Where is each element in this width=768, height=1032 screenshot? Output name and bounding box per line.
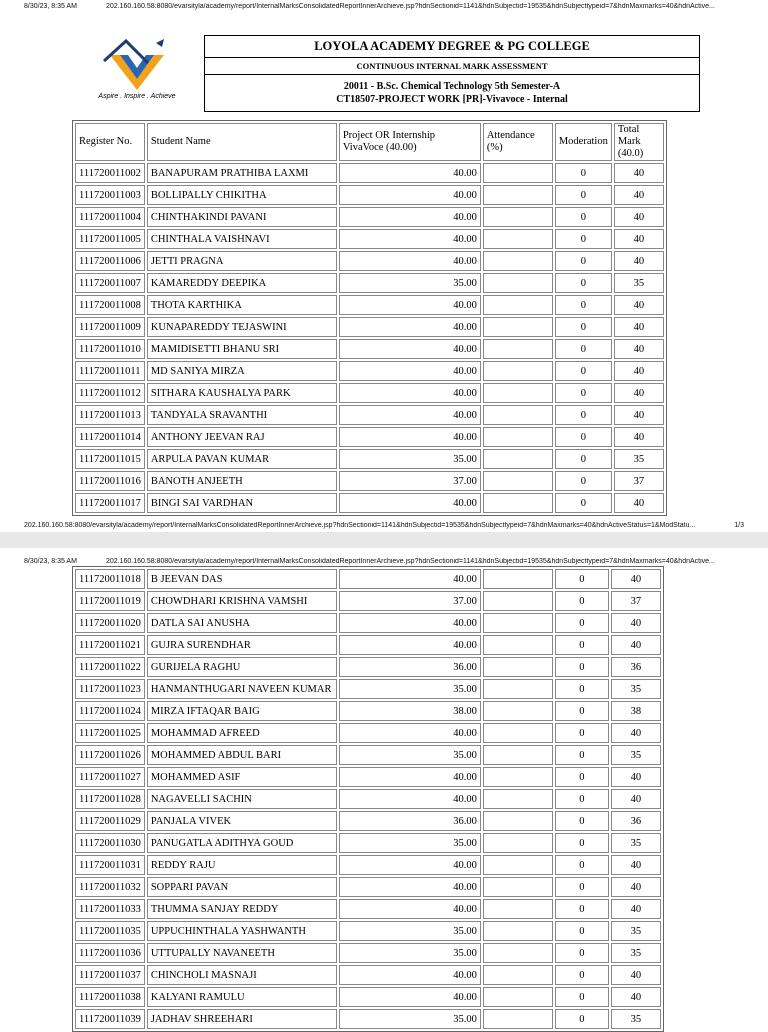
table-row xyxy=(75,657,661,677)
student-name-cell: BOLLIPALLY CHIKITHA xyxy=(147,185,337,205)
attendance-cell xyxy=(483,317,553,337)
attendance-cell xyxy=(483,789,553,809)
print-url-page-2[interactable]: 202.160.160.58:8080/evarsityla/academy/report/InternalMarksConsolidatedReportInnerArchieve.jsp?hdnSectionid=1141&hdnSubjectid=19535&hdnSubjecttypeid=7&hdnMaxmarks=40&hdnActive... xyxy=(106,558,715,565)
register-no-cell: 111720011025 xyxy=(75,723,145,743)
vivavoce-mark-cell: 40.00 xyxy=(339,789,481,809)
student-name-cell: JADHAV SHREEHARI xyxy=(147,1009,337,1029)
student-name-cell: CHINTHAKINDI PAVANI xyxy=(147,207,337,227)
attendance-cell xyxy=(483,185,553,205)
student-name-cell: MIRZA IFTAQAR BAIG xyxy=(147,701,337,721)
register-no-cell: 111720011033 xyxy=(75,899,145,919)
print-timestamp: 8/30/23, 8:35 AM xyxy=(24,3,77,10)
table-row xyxy=(75,1009,661,1029)
moderation-cell: 0 xyxy=(555,701,609,721)
total-mark-cell: 40 xyxy=(611,723,661,743)
table-row xyxy=(75,295,664,315)
marks-table-body-page-1 xyxy=(75,163,664,513)
register-no-cell: 111720011012 xyxy=(75,383,145,403)
vivavoce-mark-cell: 36.00 xyxy=(339,811,481,831)
vivavoce-mark-cell: 40.00 xyxy=(339,383,481,403)
vivavoce-mark-cell: 40.00 xyxy=(339,767,481,787)
table-row xyxy=(75,855,661,875)
moderation-cell: 0 xyxy=(555,383,612,403)
table-row xyxy=(75,877,661,897)
total-mark-cell: 35 xyxy=(611,679,661,699)
col-project-vivavoce: Project OR Internship VivaVoce (40.00) xyxy=(339,123,481,161)
vivavoce-mark-cell: 35.00 xyxy=(339,449,481,469)
vivavoce-mark-cell: 40.00 xyxy=(339,295,481,315)
vivavoce-mark-cell: 40.00 xyxy=(339,185,481,205)
attendance-cell xyxy=(483,701,553,721)
moderation-cell: 0 xyxy=(555,855,609,875)
vivavoce-mark-cell: 40.00 xyxy=(339,405,481,425)
student-name-cell: THOTA KARTHIKA xyxy=(147,295,337,315)
college-logo xyxy=(74,35,200,111)
attendance-cell xyxy=(483,723,553,743)
register-no-cell: 111720011016 xyxy=(75,471,145,491)
moderation-cell: 0 xyxy=(555,569,609,589)
student-name-cell: GURIJELA RAGHU xyxy=(147,657,337,677)
total-mark-cell: 37 xyxy=(611,591,661,611)
col-student-name: Student Name xyxy=(147,123,337,161)
total-mark-cell: 40 xyxy=(614,405,664,425)
vivavoce-mark-cell: 40.00 xyxy=(339,877,481,897)
table-row xyxy=(75,965,661,985)
table-row xyxy=(75,701,661,721)
total-mark-cell: 36 xyxy=(611,657,661,677)
total-mark-cell: 40 xyxy=(614,317,664,337)
attendance-cell xyxy=(483,811,553,831)
attendance-cell xyxy=(483,899,553,919)
moderation-cell: 0 xyxy=(555,493,612,513)
moderation-cell: 0 xyxy=(555,745,609,765)
attendance-cell xyxy=(483,679,553,699)
register-no-cell: 111720011002 xyxy=(75,163,145,183)
attendance-cell xyxy=(483,449,553,469)
table-row xyxy=(75,789,661,809)
col-total-mark: Total Mark (40.0) xyxy=(614,123,664,161)
vivavoce-mark-cell: 35.00 xyxy=(339,921,481,941)
vivavoce-mark-cell: 40.00 xyxy=(339,569,481,589)
attendance-cell xyxy=(483,921,553,941)
table-row xyxy=(75,723,661,743)
attendance-cell xyxy=(483,965,553,985)
total-mark-cell: 40 xyxy=(614,339,664,359)
total-mark-cell: 40 xyxy=(614,427,664,447)
moderation-cell: 0 xyxy=(555,965,609,985)
college-name: LOYOLA ACADEMY DEGREE & PG COLLEGE xyxy=(205,36,699,58)
attendance-cell xyxy=(483,943,553,963)
report-header xyxy=(204,35,700,112)
total-mark-cell: 40 xyxy=(614,185,664,205)
student-name-cell: PANJALA VIVEK xyxy=(147,811,337,831)
student-name-cell: TANDYALA SRAVANTHI xyxy=(147,405,337,425)
moderation-cell: 0 xyxy=(555,767,609,787)
register-no-cell: 111720011029 xyxy=(75,811,145,831)
student-name-cell: ARPULA PAVAN KUMAR xyxy=(147,449,337,469)
vivavoce-mark-cell: 40.00 xyxy=(339,899,481,919)
total-mark-cell: 37 xyxy=(614,471,664,491)
register-no-cell: 111720011004 xyxy=(75,207,145,227)
table-row xyxy=(75,163,664,183)
register-no-cell: 111720011005 xyxy=(75,229,145,249)
total-mark-cell: 35 xyxy=(611,833,661,853)
moderation-cell: 0 xyxy=(555,987,609,1007)
print-footer-url[interactable]: 202.160.160.58:8080/evarsityla/academy/report/InternalMarksConsolidatedReportInnerArchieve.jsp?hdnSectionid=1141&hdnSubjectid=19535&hdnSubjecttypeid=7&hdnMaxmarks=40&hdnActiveStatus=1&ModStatu... xyxy=(24,522,696,529)
vivavoce-mark-cell: 40.00 xyxy=(339,965,481,985)
vivavoce-mark-cell: 35.00 xyxy=(339,273,481,293)
table-row xyxy=(75,493,664,513)
student-name-cell: NAGAVELLI SACHIN xyxy=(147,789,337,809)
student-name-cell: CHINCHOLI MASNAJI xyxy=(147,965,337,985)
register-no-cell: 111720011020 xyxy=(75,613,145,633)
table-row xyxy=(75,591,661,611)
total-mark-cell: 40 xyxy=(611,635,661,655)
total-mark-cell: 35 xyxy=(611,1009,661,1029)
table-row xyxy=(75,613,661,633)
student-name-cell: MOHAMMED ABDUL BARI xyxy=(147,745,337,765)
moderation-cell: 0 xyxy=(555,723,609,743)
moderation-cell: 0 xyxy=(555,427,612,447)
marks-table-page-2 xyxy=(72,566,664,1032)
vivavoce-mark-cell: 40.00 xyxy=(339,493,481,513)
register-no-cell: 111720011006 xyxy=(75,251,145,271)
total-mark-cell: 40 xyxy=(611,767,661,787)
attendance-cell xyxy=(483,987,553,1007)
attendance-cell xyxy=(483,635,553,655)
moderation-cell: 0 xyxy=(555,679,609,699)
print-header xyxy=(0,0,768,14)
table-row xyxy=(75,383,664,403)
attendance-cell xyxy=(483,361,553,381)
student-name-cell: MOHAMMAD AFREED xyxy=(147,723,337,743)
register-no-cell: 111720011030 xyxy=(75,833,145,853)
total-mark-cell: 40 xyxy=(611,965,661,985)
moderation-cell: 0 xyxy=(555,877,609,897)
vivavoce-mark-cell: 40.00 xyxy=(339,635,481,655)
table-row xyxy=(75,185,664,205)
table-row xyxy=(75,427,664,447)
vivavoce-mark-cell: 35.00 xyxy=(339,833,481,853)
moderation-cell: 0 xyxy=(555,361,612,381)
student-name-cell: SITHARA KAUSHALYA PARK xyxy=(147,383,337,403)
student-name-cell: HANMANTHUGARI NAVEEN KUMAR xyxy=(147,679,337,699)
register-no-cell: 111720011003 xyxy=(75,185,145,205)
moderation-cell: 0 xyxy=(555,229,612,249)
register-no-cell: 111720011037 xyxy=(75,965,145,985)
vivavoce-mark-cell: 40.00 xyxy=(339,723,481,743)
moderation-cell: 0 xyxy=(555,833,609,853)
register-no-cell: 111720011024 xyxy=(75,701,145,721)
page-number: 1/3 xyxy=(734,522,744,529)
table-row xyxy=(75,921,661,941)
student-name-cell: BANOTH ANJEETH xyxy=(147,471,337,491)
logo-emblem-icon xyxy=(74,35,200,97)
table-row xyxy=(75,745,661,765)
attendance-cell xyxy=(483,251,553,271)
register-no-cell: 111720011009 xyxy=(75,317,145,337)
register-no-cell: 111720011035 xyxy=(75,921,145,941)
attendance-cell xyxy=(483,657,553,677)
register-no-cell: 111720011021 xyxy=(75,635,145,655)
register-no-cell: 111720011038 xyxy=(75,987,145,1007)
attendance-cell xyxy=(483,405,553,425)
table-row xyxy=(75,273,664,293)
register-no-cell: 111720011013 xyxy=(75,405,145,425)
total-mark-cell: 40 xyxy=(611,987,661,1007)
vivavoce-mark-cell: 40.00 xyxy=(339,317,481,337)
page-break xyxy=(0,532,768,548)
table-row xyxy=(75,943,661,963)
moderation-cell: 0 xyxy=(555,317,612,337)
vivavoce-mark-cell: 37.00 xyxy=(339,471,481,491)
table-row xyxy=(75,471,664,491)
student-name-cell: KUNAPAREDDY TEJASWINI xyxy=(147,317,337,337)
table-row xyxy=(75,229,664,249)
attendance-cell xyxy=(483,207,553,227)
table-row xyxy=(75,569,661,589)
attendance-cell xyxy=(483,877,553,897)
student-name-cell: UTTUPALLY NAVANEETH xyxy=(147,943,337,963)
moderation-cell: 0 xyxy=(555,635,609,655)
attendance-cell xyxy=(483,767,553,787)
student-name-cell: PANUGATLA ADITHYA GOUD xyxy=(147,833,337,853)
table-row xyxy=(75,635,661,655)
register-no-cell: 111720011022 xyxy=(75,657,145,677)
print-timestamp-page-2: 8/30/23, 8:35 AM xyxy=(24,558,77,565)
total-mark-cell: 40 xyxy=(614,383,664,403)
moderation-cell: 0 xyxy=(555,339,612,359)
register-no-cell: 111720011018 xyxy=(75,569,145,589)
attendance-cell xyxy=(483,163,553,183)
student-name-cell: SOPPARI PAVAN xyxy=(147,877,337,897)
course-line-1: 20011 - B.Sc. Chemical Technology 5th Semester-A xyxy=(343,81,561,92)
attendance-cell xyxy=(483,1009,553,1029)
moderation-cell: 0 xyxy=(555,789,609,809)
vivavoce-mark-cell: 35.00 xyxy=(339,943,481,963)
vivavoce-mark-cell: 35.00 xyxy=(339,1009,481,1029)
print-footer xyxy=(0,519,768,533)
student-name-cell: DATLA SAI ANUSHA xyxy=(147,613,337,633)
attendance-cell xyxy=(483,471,553,491)
attendance-cell xyxy=(483,339,553,359)
register-no-cell: 111720011017 xyxy=(75,493,145,513)
attendance-cell xyxy=(483,427,553,447)
student-name-cell: JETTI PRAGNA xyxy=(147,251,337,271)
table-row xyxy=(75,361,664,381)
moderation-cell: 0 xyxy=(555,613,609,633)
total-mark-cell: 40 xyxy=(611,877,661,897)
moderation-cell: 0 xyxy=(555,163,612,183)
total-mark-cell: 38 xyxy=(611,701,661,721)
vivavoce-mark-cell: 40.00 xyxy=(339,339,481,359)
vivavoce-mark-cell: 40.00 xyxy=(339,361,481,381)
col-register-no: Register No. xyxy=(75,123,145,161)
total-mark-cell: 40 xyxy=(614,229,664,249)
student-name-cell: UPPUCHINTHALA YASHWANTH xyxy=(147,921,337,941)
table-row xyxy=(75,251,664,271)
student-name-cell: CHINTHALA VAISHNAVI xyxy=(147,229,337,249)
student-name-cell: BANAPURAM PRATHIBA LAXMI xyxy=(147,163,337,183)
vivavoce-mark-cell: 40.00 xyxy=(339,207,481,227)
total-mark-cell: 40 xyxy=(614,163,664,183)
vivavoce-mark-cell: 36.00 xyxy=(339,657,481,677)
moderation-cell: 0 xyxy=(555,811,609,831)
col-attendance: Attendance (%) xyxy=(483,123,553,161)
table-row xyxy=(75,987,661,1007)
total-mark-cell: 35 xyxy=(614,273,664,293)
register-no-cell: 111720011032 xyxy=(75,877,145,897)
vivavoce-mark-cell: 40.00 xyxy=(339,613,481,633)
moderation-cell: 0 xyxy=(555,943,609,963)
register-no-cell: 111720011023 xyxy=(75,679,145,699)
moderation-cell: 0 xyxy=(555,251,612,271)
student-name-cell: ANTHONY JEEVAN RAJ xyxy=(147,427,337,447)
total-mark-cell: 40 xyxy=(614,251,664,271)
marks-table-body-page-2 xyxy=(75,569,661,1029)
student-name-cell: GUJRA SURENDHAR xyxy=(147,635,337,655)
moderation-cell: 0 xyxy=(555,899,609,919)
table-row xyxy=(75,339,664,359)
table-row xyxy=(75,405,664,425)
moderation-cell: 0 xyxy=(555,185,612,205)
vivavoce-mark-cell: 35.00 xyxy=(339,745,481,765)
total-mark-cell: 35 xyxy=(611,745,661,765)
total-mark-cell: 35 xyxy=(614,449,664,469)
total-mark-cell: 40 xyxy=(611,855,661,875)
register-no-cell: 111720011011 xyxy=(75,361,145,381)
table-row xyxy=(75,899,661,919)
attendance-cell xyxy=(483,591,553,611)
register-no-cell: 111720011036 xyxy=(75,943,145,963)
moderation-cell: 0 xyxy=(555,273,612,293)
col-moderation: Moderation xyxy=(555,123,612,161)
total-mark-cell: 40 xyxy=(611,613,661,633)
moderation-cell: 0 xyxy=(555,921,609,941)
student-name-cell: THUMMA SANJAY REDDY xyxy=(147,899,337,919)
total-mark-cell: 40 xyxy=(614,295,664,315)
total-mark-cell: 40 xyxy=(611,789,661,809)
total-mark-cell: 40 xyxy=(611,899,661,919)
total-mark-cell: 35 xyxy=(611,943,661,963)
vivavoce-mark-cell: 40.00 xyxy=(339,427,481,447)
course-line-2: CT18507-PROJECT WORK [PR]-Vivavoce - Internal xyxy=(336,94,568,105)
moderation-cell: 0 xyxy=(555,449,612,469)
moderation-cell: 0 xyxy=(555,591,609,611)
attendance-cell xyxy=(483,613,553,633)
register-no-cell: 111720011031 xyxy=(75,855,145,875)
total-mark-cell: 40 xyxy=(614,207,664,227)
logo-caption: Aspire . Inspire . Achieve xyxy=(98,93,176,100)
moderation-cell: 0 xyxy=(555,207,612,227)
student-name-cell: MOHAMMED ASIF xyxy=(147,767,337,787)
vivavoce-mark-cell: 40.00 xyxy=(339,987,481,1007)
student-name-cell: KAMAREDDY DEEPIKA xyxy=(147,273,337,293)
total-mark-cell: 40 xyxy=(611,569,661,589)
table-row xyxy=(75,767,661,787)
attendance-cell xyxy=(483,295,553,315)
student-name-cell: CHOWDHARI KRISHNA VAMSHI xyxy=(147,591,337,611)
attendance-cell xyxy=(483,493,553,513)
register-no-cell: 111720011014 xyxy=(75,427,145,447)
student-name-cell: BINGI SAI VARDHAN xyxy=(147,493,337,513)
total-mark-cell: 36 xyxy=(611,811,661,831)
total-mark-cell: 40 xyxy=(614,493,664,513)
vivavoce-mark-cell: 40.00 xyxy=(339,163,481,183)
vivavoce-mark-cell: 35.00 xyxy=(339,679,481,699)
attendance-cell xyxy=(483,833,553,853)
register-no-cell: 111720011015 xyxy=(75,449,145,469)
print-url[interactable]: 202.160.160.58:8080/evarsityla/academy/report/InternalMarksConsolidatedReportInnerArchieve.jsp?hdnSectionid=1141&hdnSubjectid=19535&hdnSubjecttypeid=7&hdnMaxmarks=40&hdnActive... xyxy=(106,3,715,10)
student-name-cell: MD SANIYA MIRZA xyxy=(147,361,337,381)
table-row xyxy=(75,207,664,227)
attendance-cell xyxy=(483,745,553,765)
assessment-title: CONTINUOUS INTERNAL MARK ASSESSMENT xyxy=(205,58,699,75)
register-no-cell: 111720011008 xyxy=(75,295,145,315)
register-no-cell: 111720011019 xyxy=(75,591,145,611)
attendance-cell xyxy=(483,229,553,249)
moderation-cell: 0 xyxy=(555,405,612,425)
vivavoce-mark-cell: 37.00 xyxy=(339,591,481,611)
attendance-cell xyxy=(483,855,553,875)
vivavoce-mark-cell: 40.00 xyxy=(339,251,481,271)
vivavoce-mark-cell: 38.00 xyxy=(339,701,481,721)
moderation-cell: 0 xyxy=(555,657,609,677)
marks-table-page-1 xyxy=(72,120,667,516)
table-row xyxy=(75,811,661,831)
total-mark-cell: 35 xyxy=(611,921,661,941)
attendance-cell xyxy=(483,383,553,403)
student-name-cell: B JEEVAN DAS xyxy=(147,569,337,589)
table-row xyxy=(75,317,664,337)
register-no-cell: 111720011026 xyxy=(75,745,145,765)
table-header-row xyxy=(75,123,664,161)
student-name-cell: REDDY RAJU xyxy=(147,855,337,875)
table-row xyxy=(75,679,661,699)
register-no-cell: 111720011027 xyxy=(75,767,145,787)
student-name-cell: MAMIDISETTI BHANU SRI xyxy=(147,339,337,359)
moderation-cell: 0 xyxy=(555,1009,609,1029)
register-no-cell: 111720011039 xyxy=(75,1009,145,1029)
moderation-cell: 0 xyxy=(555,471,612,491)
attendance-cell xyxy=(483,569,553,589)
vivavoce-mark-cell: 40.00 xyxy=(339,229,481,249)
moderation-cell: 0 xyxy=(555,295,612,315)
total-mark-cell: 40 xyxy=(614,361,664,381)
register-no-cell: 111720011010 xyxy=(75,339,145,359)
register-no-cell: 111720011007 xyxy=(75,273,145,293)
table-row xyxy=(75,449,664,469)
vivavoce-mark-cell: 40.00 xyxy=(339,855,481,875)
register-no-cell: 111720011028 xyxy=(75,789,145,809)
attendance-cell xyxy=(483,273,553,293)
course-info xyxy=(205,75,699,111)
table-row xyxy=(75,833,661,853)
student-name-cell: KALYANI RAMULU xyxy=(147,987,337,1007)
